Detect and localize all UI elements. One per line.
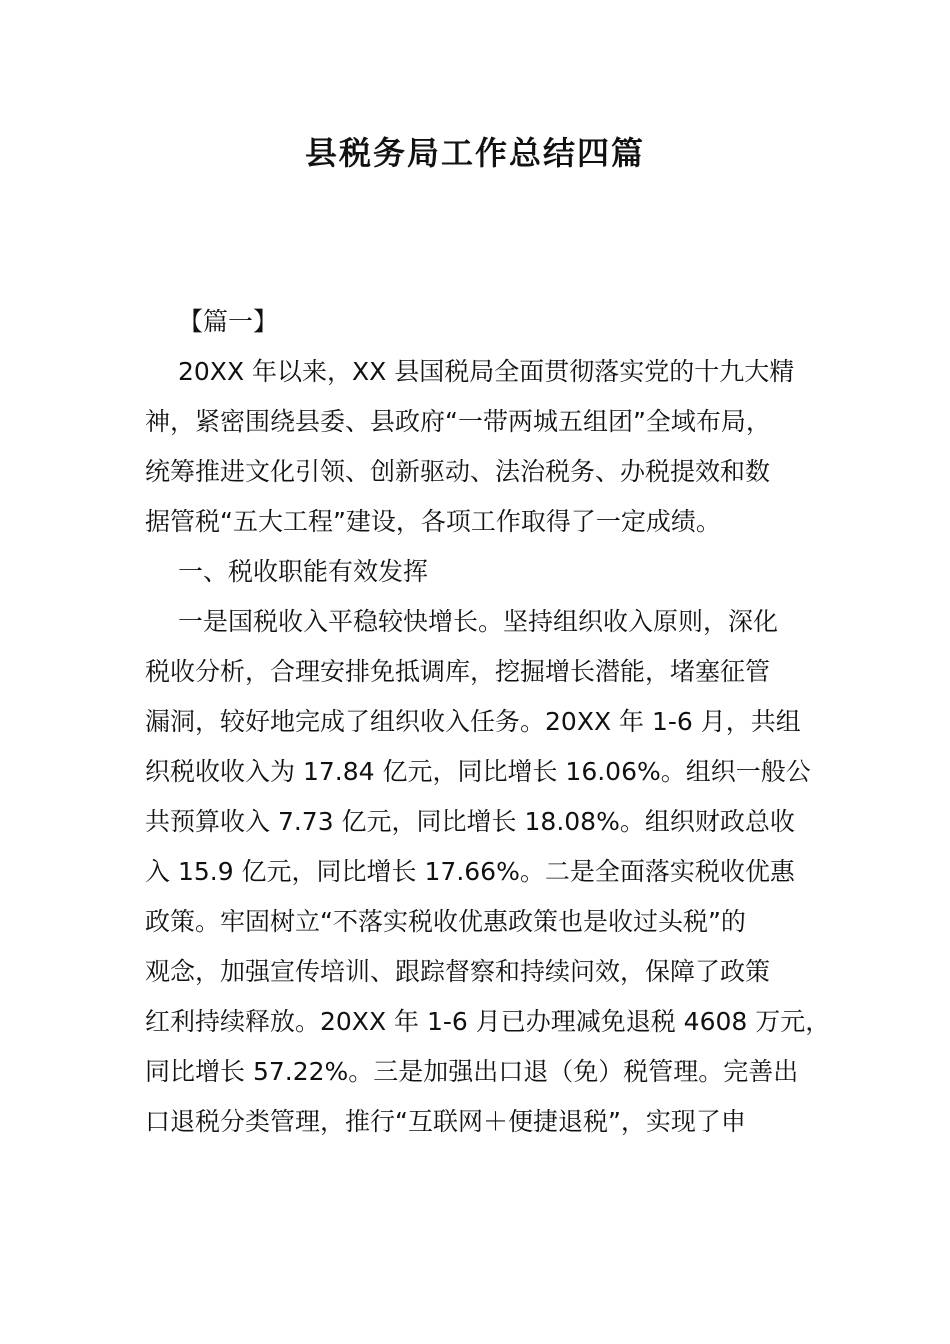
paragraph-line: 20XX 年以来，XX 县国税局全面贯彻落实党的十九大精 [178, 357, 795, 386]
paragraph-line: 神，紧密围绕县委、县政府“一带两城五组团”全域布局， [145, 407, 771, 436]
section-heading-part-one: 【篇一】 [178, 307, 279, 336]
paragraph-line: 政策。牢固树立“不落实税收优惠政策也是收过头税”的 [145, 907, 746, 936]
paragraph-line: 共预算收入 7.73 亿元，同比增长 18.08%。组织财政总收 [145, 807, 795, 836]
paragraph-line: 口退税分类管理，推行“互联网＋便捷退税”，实现了申 [145, 1107, 746, 1136]
paragraph-line: 同比增长 57.22%。三是加强出口退（免）税管理。完善出 [145, 1057, 799, 1086]
document-title: 县税务局工作总结四篇 [304, 134, 645, 172]
paragraph-line: 观念，加强宣传培训、跟踪督察和持续问效，保障了政策 [145, 957, 771, 986]
subsection-heading: 一、税收职能有效发挥 [178, 557, 429, 586]
paragraph-line: 红利持续释放。20XX 年 1-6 月已办理减免退税 4608 万元， [145, 1007, 831, 1036]
paragraph-line: 织税收收入为 17.84 亿元，同比增长 16.06%。组织一般公 [145, 757, 811, 786]
paragraph-line: 漏洞，较好地完成了组织收入任务。20XX 年 1-6 月，共组 [145, 707, 801, 736]
paragraph-line: 统筹推进文化引领、创新驱动、法治税务、办税提效和数 [145, 457, 771, 486]
document-body [145, 297, 831, 1147]
paragraph-line: 税收分析，合理安排免抵调库，挖掘增长潜能，堵塞征管 [145, 657, 771, 686]
paragraph-line: 入 15.9 亿元，同比增长 17.66%。二是全面落实税收优惠 [145, 857, 795, 886]
paragraph-line: 一是国税收入平稳较快增长。坚持组织收入原则，深化 [178, 607, 779, 636]
paragraph-line: 据管税“五大工程”建设，各项工作取得了一定成绩。 [145, 507, 721, 536]
